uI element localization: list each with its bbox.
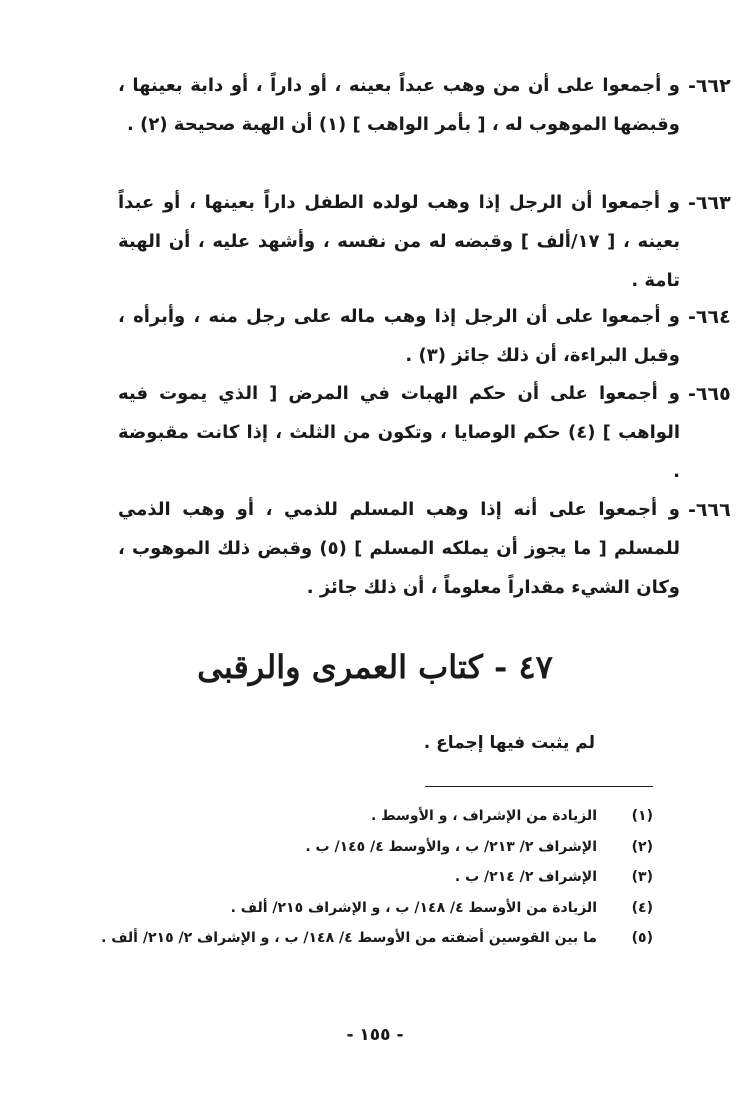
entry-number: ٦٦٣- xyxy=(688,192,731,214)
chapter-title: ٤٧ - كتاب العمرى والرقبى xyxy=(197,648,553,686)
entry-text: و أجمعوا على أن من وهب عبداً بعينه ، أو داراً ، أو دابة بعينها ، وقبضها الموهوب له ، [ بأمر الواهب ] (١) أن الهبة صحيحة (٢) . xyxy=(118,75,680,135)
entry-number: ٦٦٥- xyxy=(688,383,731,405)
entry-number: ٦٦٤- xyxy=(688,306,731,328)
footnote-number: (٢) xyxy=(631,838,653,855)
entry-number: ٦٦٦- xyxy=(688,499,731,521)
footnote-1 xyxy=(93,801,653,832)
consensus-entry-662 xyxy=(118,66,731,144)
footnotes xyxy=(93,801,653,954)
footnote-3 xyxy=(93,862,653,893)
entry-number: ٦٦٢- xyxy=(688,75,731,97)
footnote-number: (٣) xyxy=(631,869,653,885)
entry-text: و أجمعوا على أن الرجل إذا وهب ماله على رجل منه ، وأبرأه ، وقبل البراءة، أن ذلك جائز (٣) . xyxy=(118,306,680,366)
entry-text: و أجمعوا على أنه إذا وهب المسلم للذمي ، أو وهب الذمي للمسلم [ ما يجوز أن يملكه المسلم ] (٥) وقبض ذلك الموهوب ، وكان الشيء مقداراً معلوماً ، أن ذلك جائز . xyxy=(118,499,681,598)
consensus-entry-663 xyxy=(118,183,731,300)
consensus-entry-665 xyxy=(118,374,731,491)
footnote-text: الزيادة من الإشراف ، و الأوسط . xyxy=(370,808,597,824)
footnote-text: الإشراف ٢/ ٢١٤/ ب . xyxy=(454,869,597,885)
footnote-5 xyxy=(93,923,653,954)
footnote-text: ما بين القوسين أضفته من الأوسط ٤/ ١٤٨/ ب ، و الإشراف ٢/ ٢١٥/ ألف . xyxy=(101,930,597,946)
footnote-divider xyxy=(425,786,653,787)
page-number: - ١٥٥ - xyxy=(346,1025,404,1045)
entry-text: و أجمعوا أن الرجل إذا وهب لولده الطفل داراً بعينها ، أو عبداً بعينه ، [ ١٧/ألف ] وقبضه له من نفسه ، وأشهد عليه ، أن الهبة تامة . xyxy=(118,192,680,291)
consensus-entry-664 xyxy=(118,297,731,375)
consensus-entry-666 xyxy=(118,490,731,607)
footnote-number: (٤) xyxy=(631,899,653,916)
footnote-2 xyxy=(93,832,653,863)
chapter-note: لم يثبت فيها إجماع . xyxy=(423,733,595,753)
footnote-number: (٥) xyxy=(631,930,653,946)
footnote-text: الزيادة من الأوسط ٤/ ١٤٨/ ب ، و الإشراف ٢١٥/ ألف . xyxy=(230,899,597,916)
entry-text: و أجمعوا على أن حكم الهبات في المرض [ الذي يموت فيه الواهب ] (٤) حكم الوصايا ، وتكون من الثلث ، إذا كانت مقبوضة . xyxy=(118,383,680,482)
footnote-text: الإشراف ٢/ ٢١٣/ ب ، والأوسط ٤/ ١٤٥/ ب . xyxy=(305,838,597,855)
footnote-4 xyxy=(93,893,653,924)
footnote-number: (١) xyxy=(631,808,653,824)
